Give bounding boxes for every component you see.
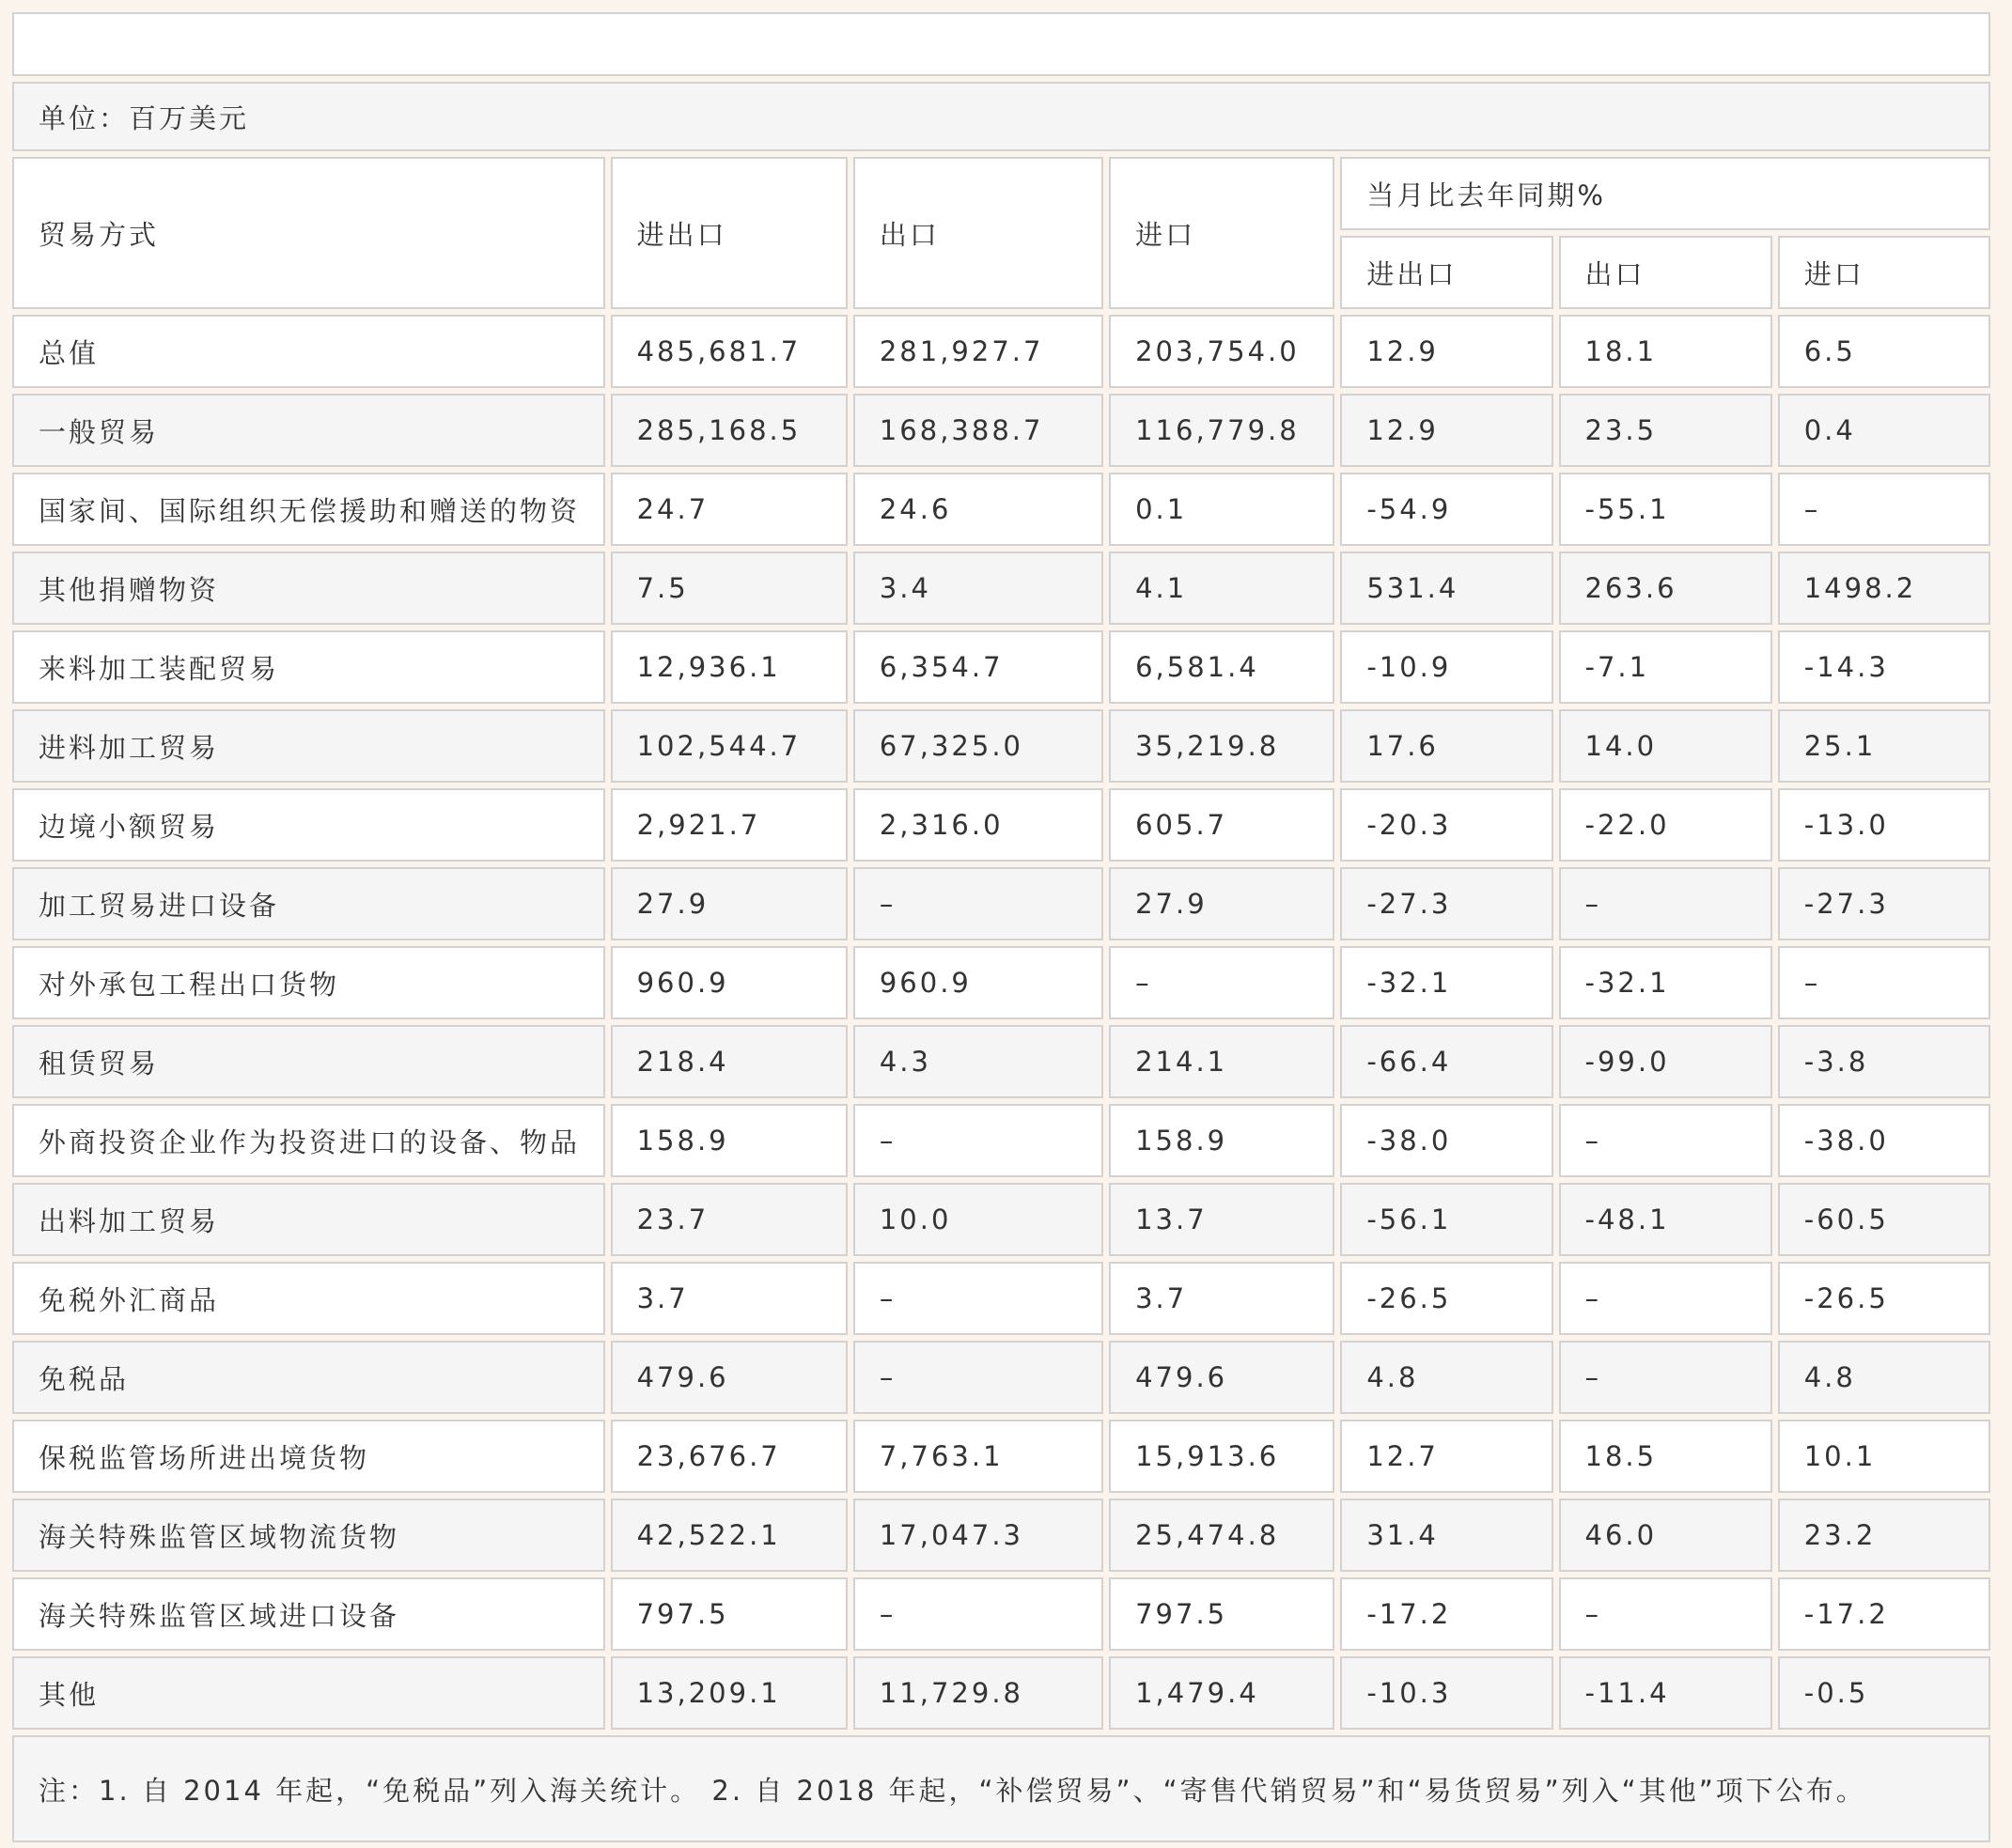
cell-yoy-export: -55.1 <box>1559 473 1772 546</box>
cell-yoy-export: – <box>1559 1262 1772 1335</box>
cell-trade-mode: 国家间、国际组织无偿援助和赠送的物资 <box>12 473 605 546</box>
cell-export: – <box>853 1262 1103 1335</box>
cell-yoy-total: -17.2 <box>1340 1577 1552 1651</box>
cell-yoy-total: 12.7 <box>1340 1420 1552 1493</box>
header-yoy-export: 出口 <box>1559 236 1772 309</box>
cell-yoy-total: -54.9 <box>1340 473 1552 546</box>
header-export: 出口 <box>853 157 1103 309</box>
cell-trade-mode: 来料加工装配贸易 <box>12 630 605 704</box>
cell-trade-mode: 其他捐赠物资 <box>12 551 605 625</box>
trade-table-container <box>7 7 1996 1848</box>
table-row <box>12 551 1990 625</box>
cell-total: 27.9 <box>611 867 848 940</box>
cell-yoy-import: -3.8 <box>1778 1025 1990 1098</box>
table-row <box>12 946 1990 1019</box>
cell-export: – <box>853 1104 1103 1177</box>
cell-total: 960.9 <box>611 946 848 1019</box>
cell-export: – <box>853 867 1103 940</box>
unit-label: 单位：百万美元 <box>12 82 1990 151</box>
cell-export: 2,316.0 <box>853 788 1103 862</box>
cell-total: 285,168.5 <box>611 394 848 467</box>
header-yoy-total: 进出口 <box>1340 236 1552 309</box>
cell-yoy-export: – <box>1559 1577 1772 1651</box>
cell-yoy-export: – <box>1559 867 1772 940</box>
cell-import: 214.1 <box>1109 1025 1334 1098</box>
cell-yoy-total: 4.8 <box>1340 1341 1552 1414</box>
table-row <box>12 1499 1990 1572</box>
trade-table <box>7 7 1996 1848</box>
cell-total: 158.9 <box>611 1104 848 1177</box>
cell-export: 4.3 <box>853 1025 1103 1098</box>
cell-import: 15,913.6 <box>1109 1420 1334 1493</box>
cell-yoy-export: – <box>1559 1104 1772 1177</box>
cell-import: 4.1 <box>1109 551 1334 625</box>
cell-trade-mode: 外商投资企业作为投资进口的设备、物品 <box>12 1104 605 1177</box>
cell-yoy-export: – <box>1559 1341 1772 1414</box>
cell-total: 797.5 <box>611 1577 848 1651</box>
cell-trade-mode: 进料加工贸易 <box>12 709 605 783</box>
cell-export: 3.4 <box>853 551 1103 625</box>
cell-yoy-export: 263.6 <box>1559 551 1772 625</box>
cell-total: 13,209.1 <box>611 1656 848 1730</box>
cell-yoy-import: -14.3 <box>1778 630 1990 704</box>
cell-yoy-import: 1498.2 <box>1778 551 1990 625</box>
cell-trade-mode: 保税监管场所进出境货物 <box>12 1420 605 1493</box>
cell-yoy-import: 0.4 <box>1778 394 1990 467</box>
table-row <box>12 1420 1990 1493</box>
header-trade-mode: 贸易方式 <box>12 157 605 309</box>
table-row <box>12 1341 1990 1414</box>
cell-trade-mode: 免税品 <box>12 1341 605 1414</box>
cell-yoy-total: -32.1 <box>1340 946 1552 1019</box>
cell-yoy-import: 25.1 <box>1778 709 1990 783</box>
cell-trade-mode: 海关特殊监管区域物流货物 <box>12 1499 605 1572</box>
table-title <box>12 12 1990 76</box>
cell-yoy-import: 10.1 <box>1778 1420 1990 1493</box>
table-row <box>12 630 1990 704</box>
cell-total: 23,676.7 <box>611 1420 848 1493</box>
cell-export: 67,325.0 <box>853 709 1103 783</box>
table-row <box>12 1104 1990 1177</box>
cell-export: 17,047.3 <box>853 1499 1103 1572</box>
cell-yoy-import: – <box>1778 946 1990 1019</box>
cell-yoy-total: -10.3 <box>1340 1656 1552 1730</box>
header-yoy-import: 进口 <box>1778 236 1990 309</box>
cell-export: 960.9 <box>853 946 1103 1019</box>
cell-total: 23.7 <box>611 1183 848 1256</box>
cell-total: 479.6 <box>611 1341 848 1414</box>
cell-import: 13.7 <box>1109 1183 1334 1256</box>
cell-trade-mode: 总值 <box>12 315 605 388</box>
cell-import: 3.7 <box>1109 1262 1334 1335</box>
cell-export: 11,729.8 <box>853 1656 1103 1730</box>
cell-import: 479.6 <box>1109 1341 1334 1414</box>
cell-yoy-total: 17.6 <box>1340 709 1552 783</box>
cell-yoy-total: 12.9 <box>1340 394 1552 467</box>
cell-export: – <box>853 1341 1103 1414</box>
table-row <box>12 788 1990 862</box>
cell-yoy-import: -17.2 <box>1778 1577 1990 1651</box>
cell-yoy-export: -11.4 <box>1559 1656 1772 1730</box>
cell-yoy-total: -10.9 <box>1340 630 1552 704</box>
table-row <box>12 709 1990 783</box>
table-row <box>12 1656 1990 1730</box>
cell-yoy-export: -48.1 <box>1559 1183 1772 1256</box>
cell-yoy-import: -38.0 <box>1778 1104 1990 1177</box>
header-yoy-group: 当月比去年同期% <box>1340 157 1990 230</box>
cell-trade-mode: 免税外汇商品 <box>12 1262 605 1335</box>
cell-yoy-import: – <box>1778 473 1990 546</box>
cell-trade-mode: 其他 <box>12 1656 605 1730</box>
cell-total: 42,522.1 <box>611 1499 848 1572</box>
cell-export: 24.6 <box>853 473 1103 546</box>
cell-yoy-import: -27.3 <box>1778 867 1990 940</box>
table-row <box>12 867 1990 940</box>
cell-total: 3.7 <box>611 1262 848 1335</box>
table-row <box>12 1262 1990 1335</box>
cell-export: 7,763.1 <box>853 1420 1103 1493</box>
cell-import: 6,581.4 <box>1109 630 1334 704</box>
cell-trade-mode: 加工贸易进口设备 <box>12 867 605 940</box>
cell-total: 24.7 <box>611 473 848 546</box>
cell-yoy-total: -38.0 <box>1340 1104 1552 1177</box>
cell-import: 0.1 <box>1109 473 1334 546</box>
cell-yoy-import: -0.5 <box>1778 1656 1990 1730</box>
cell-yoy-export: -99.0 <box>1559 1025 1772 1098</box>
cell-trade-mode: 海关特殊监管区域进口设备 <box>12 1577 605 1651</box>
cell-import: 27.9 <box>1109 867 1334 940</box>
cell-yoy-import: 4.8 <box>1778 1341 1990 1414</box>
cell-yoy-export: 23.5 <box>1559 394 1772 467</box>
header-total: 进出口 <box>611 157 848 309</box>
table-row <box>12 315 1990 388</box>
cell-yoy-total: -20.3 <box>1340 788 1552 862</box>
table-row <box>12 473 1990 546</box>
table-row <box>12 1025 1990 1098</box>
cell-total: 218.4 <box>611 1025 848 1098</box>
cell-total: 12,936.1 <box>611 630 848 704</box>
cell-yoy-import: 23.2 <box>1778 1499 1990 1572</box>
cell-yoy-import: -60.5 <box>1778 1183 1990 1256</box>
cell-import: 203,754.0 <box>1109 315 1334 388</box>
cell-yoy-total: -26.5 <box>1340 1262 1552 1335</box>
cell-import: 605.7 <box>1109 788 1334 862</box>
cell-export: 10.0 <box>853 1183 1103 1256</box>
cell-yoy-total: 12.9 <box>1340 315 1552 388</box>
cell-total: 2,921.7 <box>611 788 848 862</box>
cell-import: 797.5 <box>1109 1577 1334 1651</box>
cell-yoy-total: 531.4 <box>1340 551 1552 625</box>
cell-yoy-total: -27.3 <box>1340 867 1552 940</box>
cell-import: – <box>1109 946 1334 1019</box>
table-row <box>12 1577 1990 1651</box>
cell-import: 35,219.8 <box>1109 709 1334 783</box>
cell-yoy-total: -66.4 <box>1340 1025 1552 1098</box>
cell-trade-mode: 出料加工贸易 <box>12 1183 605 1256</box>
footnote: 注：1. 自 2014 年起，“免税品”列入海关统计。 2. 自 2018 年起，“补偿贸易”、“寄售代销贸易”和“易货贸易”列入“其他”项下公布。 <box>12 1735 1990 1842</box>
cell-yoy-export: -32.1 <box>1559 946 1772 1019</box>
cell-yoy-total: -56.1 <box>1340 1183 1552 1256</box>
cell-export: 6,354.7 <box>853 630 1103 704</box>
table-row <box>12 1183 1990 1256</box>
cell-yoy-export: 18.5 <box>1559 1420 1772 1493</box>
cell-yoy-export: 18.1 <box>1559 315 1772 388</box>
cell-total: 7.5 <box>611 551 848 625</box>
cell-yoy-export: 14.0 <box>1559 709 1772 783</box>
cell-yoy-import: -26.5 <box>1778 1262 1990 1335</box>
cell-trade-mode: 一般贸易 <box>12 394 605 467</box>
cell-trade-mode: 对外承包工程出口货物 <box>12 946 605 1019</box>
table-row <box>12 394 1990 467</box>
cell-yoy-import: 6.5 <box>1778 315 1990 388</box>
cell-total: 485,681.7 <box>611 315 848 388</box>
cell-trade-mode: 边境小额贸易 <box>12 788 605 862</box>
cell-yoy-import: -13.0 <box>1778 788 1990 862</box>
header-import: 进口 <box>1109 157 1334 309</box>
cell-yoy-export: 46.0 <box>1559 1499 1772 1572</box>
cell-yoy-export: -22.0 <box>1559 788 1772 862</box>
cell-export: 168,388.7 <box>853 394 1103 467</box>
cell-export: – <box>853 1577 1103 1651</box>
cell-export: 281,927.7 <box>853 315 1103 388</box>
cell-yoy-export: -7.1 <box>1559 630 1772 704</box>
cell-import: 25,474.8 <box>1109 1499 1334 1572</box>
cell-import: 116,779.8 <box>1109 394 1334 467</box>
cell-trade-mode: 租赁贸易 <box>12 1025 605 1098</box>
cell-import: 158.9 <box>1109 1104 1334 1177</box>
cell-import: 1,479.4 <box>1109 1656 1334 1730</box>
cell-yoy-total: 31.4 <box>1340 1499 1552 1572</box>
cell-total: 102,544.7 <box>611 709 848 783</box>
